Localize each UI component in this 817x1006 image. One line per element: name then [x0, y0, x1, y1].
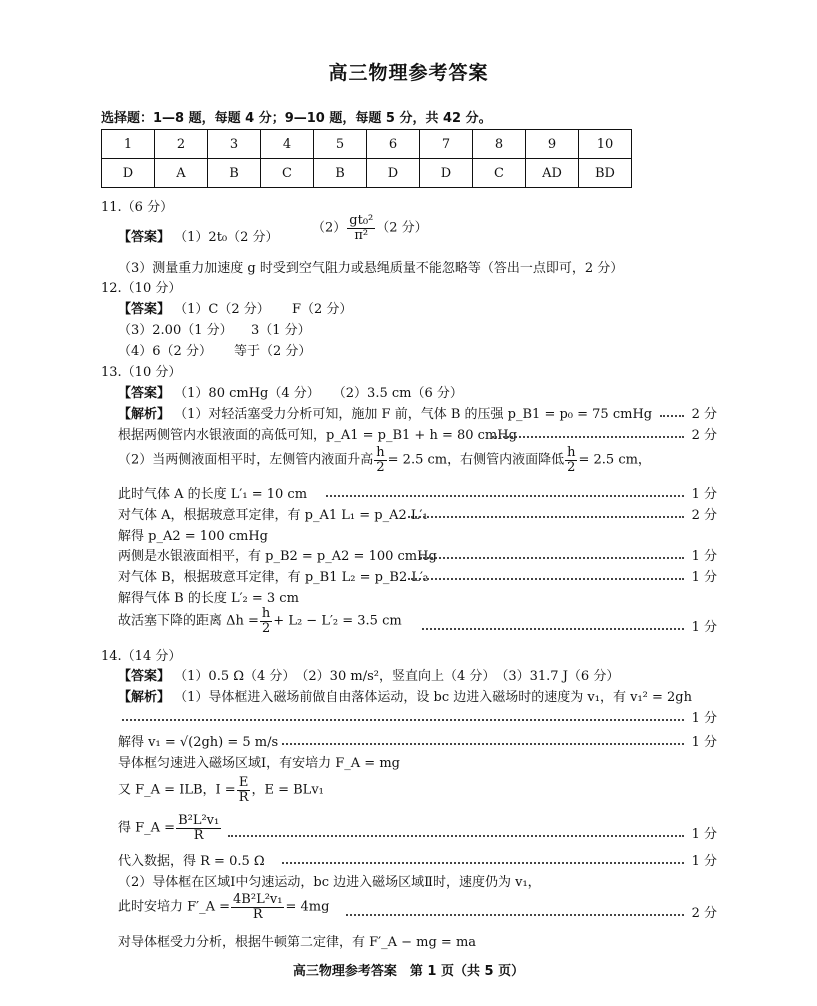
question-number: 9: [526, 130, 579, 159]
q13-line-7: 两侧是水银液面相平，有 p_B2 = p_A2 = 100 cmHg: [118, 549, 437, 564]
q11-a1: （1）2t₀（2 分）: [174, 230, 279, 245]
fraction-e-over-r: [237, 776, 251, 804]
score: 1 分: [691, 827, 717, 842]
q11-fraction: [347, 214, 375, 242]
fraction-denominator: 2: [567, 459, 576, 475]
score: 1 分: [691, 620, 717, 635]
answer-tag: 【答案】: [118, 669, 171, 684]
q13-line-3-b: = 2.5 cm，右侧管内液面降低: [387, 452, 565, 468]
q13-line-3-c: = 2.5 cm，: [578, 452, 651, 468]
question-number: 2: [155, 130, 208, 159]
q13-line-5: 对气体 A，根据玻意耳定律，有 p_A1 L₁ = p_A2 L′₁: [118, 508, 428, 523]
q14-line-1: [118, 686, 692, 705]
fraction-denominator: 2: [261, 620, 271, 636]
q11-a2-prefix: （2）: [312, 220, 347, 236]
answer-cell: A: [155, 159, 208, 188]
fraction-force: [176, 814, 221, 842]
page-footer: 高三物理参考答案 第 1 页（共 5 页）: [292, 964, 525, 979]
fraction-h-over-2: [260, 607, 272, 635]
q12-answer-1: [118, 298, 270, 317]
question-number: 7: [420, 130, 473, 159]
q14-line-3: 导体框匀速进入磁场区域Ⅰ，有安培力 F_A = mg: [118, 756, 400, 771]
dot-leader: [408, 516, 684, 518]
score: 1 分: [691, 711, 717, 726]
score: 1 分: [691, 487, 717, 502]
q13-line-9: 解得气体 B 的长度 L′₂ = 3 cm: [118, 591, 299, 606]
q13-line-6: 解得 p_A2 = 100 cmHg: [118, 529, 268, 544]
q12-a1b: F（2 分）: [292, 302, 353, 317]
q11-a2-suffix: （2 分）: [376, 220, 428, 236]
question-number: 4: [261, 130, 314, 159]
fraction-numerator: B²L²v₁: [178, 813, 220, 828]
q13-line-3-a: （2）当两侧液面相平时，左侧管内液面升高: [118, 452, 374, 468]
fraction-numerator: gt₀²: [349, 213, 374, 228]
question-number: 6: [367, 130, 420, 159]
table-row: [102, 130, 632, 159]
q14-line-4-b: ，E = BLv₁: [251, 782, 324, 798]
q12-a4: （4）6（2 分）: [118, 344, 212, 359]
fraction-h-over-2: [565, 446, 577, 474]
answer-cell: C: [473, 159, 526, 188]
q12-heading: 12.（10 分）: [101, 281, 182, 296]
q14-line-6: 代入数据，得 R = 0.5 Ω: [118, 854, 265, 869]
dot-leader: [660, 415, 684, 417]
q14-heading: 14.（14 分）: [101, 649, 182, 664]
q14-line-2: 解得 v₁ = √(2gh) = 5 m/s: [118, 735, 279, 750]
mc-header: 选择题：1—8 题，每题 4 分；9—10 题，每题 5 分，共 42 分。: [101, 111, 492, 126]
q14-line-8-b: = 4mg: [285, 899, 330, 915]
q11-heading: 11.（6 分）: [101, 200, 174, 215]
q12-a3: （3）2.00（1 分）: [118, 323, 233, 338]
dot-leader: [282, 743, 684, 745]
answer-cell: AD: [526, 159, 579, 188]
q14-line-5: [118, 814, 222, 842]
q12-a1: （1）C（2 分）: [174, 302, 270, 317]
analysis-tag: 【解析】: [118, 690, 171, 705]
dot-leader: [346, 914, 684, 916]
fraction-numerator: h: [376, 445, 385, 460]
score: 2 分: [691, 407, 717, 422]
score: 2 分: [691, 428, 717, 443]
q13-line-1-text: （1）对轻活塞受力分析可知，施加 F 前，气体 B 的压强 p_B1 = p₀ = 75 cmHg: [174, 407, 653, 422]
dot-leader: [408, 578, 684, 580]
question-number: 1: [102, 130, 155, 159]
dot-leader: [122, 719, 684, 721]
q12-a3b: 3（1 分）: [251, 323, 311, 338]
score: 1 分: [691, 735, 717, 750]
score: 1 分: [691, 854, 717, 869]
answer-cell: BD: [579, 159, 632, 188]
fraction-numerator: h: [261, 606, 271, 621]
q11-a3: （3）测量重力加速度 g 时受到空气阻力或悬绳质量不能忽略等（答出一点即可，2 分）: [118, 261, 624, 276]
question-number: 8: [473, 130, 526, 159]
q14-line-1-text: （1）导体框进入磁场前做自由落体运动，设 bc 边进入磁场时的速度为 v₁，有 v₁² = 2gh: [174, 690, 693, 705]
q11-answer-2: [312, 214, 428, 242]
dot-leader: [282, 862, 684, 864]
answer-cell: D: [420, 159, 473, 188]
score: 1 分: [691, 570, 717, 585]
q13-line-10-b: + L₂ − L′₂ = 3.5 cm: [273, 613, 402, 629]
q11-answer-1: [118, 226, 279, 245]
dot-leader: [492, 436, 684, 438]
fraction-denominator: R: [252, 906, 263, 922]
fraction-denominator: R: [238, 789, 249, 805]
q14-line-9: 对导体框受力分析，根据牛顿第二定律，有 F′_A − mg = ma: [118, 935, 477, 950]
q13-line-2: 根据两侧管内水银液面的高低可知，p_A1 = p_B1 + h = 80 cmHg: [118, 428, 517, 443]
q14-answer: [118, 665, 619, 684]
score: 2 分: [691, 508, 717, 523]
q14-line-8: [118, 893, 329, 921]
q13-line-4: 此时气体 A 的长度 L′₁ = 10 cm: [118, 487, 308, 502]
q14-line-5-a: 得 F_A =: [118, 820, 176, 836]
answer-tag: 【答案】: [118, 302, 171, 317]
dot-leader: [420, 557, 684, 559]
q13-line-3: [118, 446, 651, 474]
dot-leader: [228, 835, 684, 837]
analysis-tag: 【解析】: [118, 407, 171, 422]
q13-heading: 13.（10 分）: [101, 365, 182, 380]
dot-leader: [422, 628, 684, 630]
table-row: [102, 159, 632, 188]
q14-line-4: [118, 776, 324, 804]
fraction-numerator: 4B²L²v₁: [233, 892, 283, 907]
answer-tag: 【答案】: [118, 386, 171, 401]
q12-a4b: 等于（2 分）: [234, 344, 312, 359]
q14-line-4-a: 又 F_A = ILB，I =: [118, 782, 236, 798]
q13-answer: [118, 382, 463, 401]
answer-cell: C: [261, 159, 314, 188]
fraction-denominator: R: [193, 827, 204, 843]
fraction-numerator: h: [567, 445, 576, 460]
fraction-h-over-2: [374, 446, 386, 474]
question-number: 5: [314, 130, 367, 159]
score: 2 分: [691, 906, 717, 921]
answer-cell: D: [367, 159, 420, 188]
q13-answer-text: （1）80 cmHg（4 分） （2）3.5 cm（6 分）: [174, 386, 463, 401]
answer-cell: D: [102, 159, 155, 188]
q14-line-7: （2）导体框在区域Ⅰ中匀速运动，bc 边进入磁场区域Ⅱ时，速度仍为 v₁，: [118, 875, 541, 890]
fraction-denominator: 2: [376, 459, 385, 475]
answer-table: [101, 129, 632, 188]
answer-tag: 【答案】: [118, 230, 171, 245]
q13-line-10: [118, 607, 402, 635]
q13-line-10-a: 故活塞下降的距离 Δh =: [118, 613, 259, 629]
score: 1 分: [691, 549, 717, 564]
fraction-force-2: [231, 893, 284, 921]
answer-cell: B: [208, 159, 261, 188]
question-number: 3: [208, 130, 261, 159]
q14-line-8-a: 此时安培力 F′_A =: [118, 899, 231, 915]
q14-answer-text: （1）0.5 Ω（4 分） （2）30 m/s²，竖直向上（4 分） （3）31.7 J（6 分）: [174, 669, 620, 684]
q13-line-8: 对气体 B，根据玻意耳定律，有 p_B1 L₂ = p_B2 L′₂: [118, 570, 429, 585]
question-number: 10: [579, 130, 632, 159]
answer-cell: B: [314, 159, 367, 188]
dot-leader: [326, 495, 684, 497]
page-title: 高三物理参考答案: [328, 62, 489, 84]
fraction-denominator: π²: [354, 227, 369, 243]
q13-line-1: [118, 403, 652, 422]
fraction-numerator: E: [237, 776, 251, 791]
